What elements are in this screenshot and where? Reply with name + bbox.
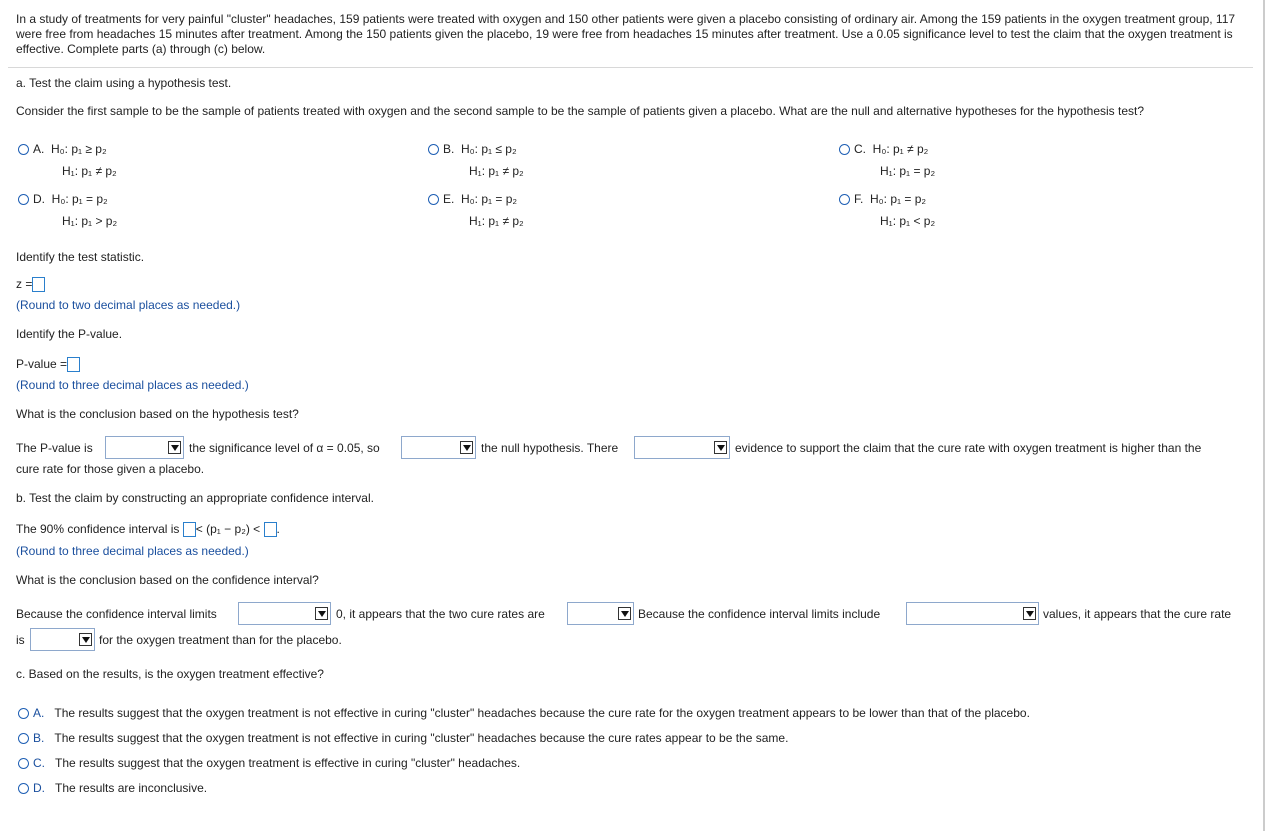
option-h1: H₁: p₁ ≠ p₂: [62, 164, 117, 178]
option-letter: C.: [854, 142, 866, 156]
chevron-down-icon: [460, 441, 473, 454]
option-h1: H₁: p₁ ≠ p₂: [469, 164, 524, 178]
p-value-input[interactable]: [67, 357, 80, 372]
radio-icon[interactable]: [18, 783, 29, 794]
ci-middle: < (p₁ − p₂) <: [195, 522, 261, 536]
ci-lower-input[interactable]: [183, 522, 196, 537]
radio-icon[interactable]: [18, 733, 29, 744]
problem-statement: In a study of treatments for very painful "cluster" headaches, 159 patients were treated with oxygen and 150 other patients were given a placebo consisting of ordinary air. Among the 159 patients in the oxygen treatment group, 117 were free from headaches 15 minutes after treatment. Among the 150 patients given the placebo, 19 were free from headaches 15 minutes after treatment. Use a 0.05 significance level to test the claim that the oxygen treatment is effective. Complete parts (a) through (c) below.: [16, 12, 1236, 56]
part-c-option-a[interactable]: [18, 703, 1030, 723]
chevron-down-icon: [714, 441, 727, 454]
option-h1: H₁: p₁ = p₂: [880, 164, 936, 178]
part-b-title: b. Test the claim by constructing an appropriate confidence interval.: [16, 491, 374, 505]
option-text: The results suggest that the oxygen treatment is not effective in curing "cluster" headaches because the cure rates appear to be the same.: [54, 731, 789, 745]
concl-text-1: The P-value is: [16, 441, 93, 455]
radio-icon[interactable]: [18, 144, 29, 155]
option-h0: H₀: p₁ ≤ p₂: [461, 142, 517, 156]
option-h1: H₁: p₁ < p₂: [880, 214, 936, 228]
option-letter: D.: [33, 192, 45, 206]
ci-label: The 90% confidence interval is: [16, 522, 180, 536]
radio-icon[interactable]: [428, 144, 439, 155]
option-f[interactable]: [839, 188, 935, 232]
option-letter: A.: [33, 706, 45, 720]
radio-icon[interactable]: [839, 194, 850, 205]
ci-text-6: for the oxygen treatment than for the placebo.: [99, 633, 342, 647]
chevron-down-icon: [79, 633, 92, 646]
part-c-title: c. Based on the results, is the oxygen treatment effective?: [16, 667, 324, 681]
option-d[interactable]: [18, 188, 117, 232]
p-round-note: (Round to three decimal places as needed.): [16, 378, 249, 392]
concl-text-3: the null hypothesis. There: [481, 441, 619, 455]
pvalue-compare-dropdown[interactable]: [105, 436, 184, 459]
option-h1: H₁: p₁ > p₂: [62, 214, 118, 228]
concl-text-5: cure rate for those given a placebo.: [16, 462, 205, 476]
chevron-down-icon: [315, 607, 328, 620]
option-h1: H₁: p₁ ≠ p₂: [469, 214, 524, 228]
concl-text-4: evidence to support the claim that the cure rate with oxygen treatment is higher than the: [735, 441, 1202, 455]
ci-round-note: (Round to three decimal places as needed.): [16, 544, 249, 558]
option-text: The results suggest that the oxygen treatment is effective in curing "cluster" headaches.: [55, 756, 521, 770]
option-b[interactable]: [428, 138, 524, 182]
null-decision-dropdown[interactable]: [401, 436, 476, 459]
part-c-option-b[interactable]: [18, 728, 788, 748]
z-input[interactable]: [32, 277, 45, 292]
radio-icon[interactable]: [18, 194, 29, 205]
cure-rates-dropdown[interactable]: [567, 602, 634, 625]
ci-row: The 90% confidence interval is < (p₁ − p₂) < .: [16, 522, 280, 536]
radio-icon[interactable]: [428, 194, 439, 205]
option-letter: B.: [443, 142, 455, 156]
option-h0: H₀: p₁ = p₂: [461, 192, 518, 206]
ci-text-3: Because the confidence interval limits include: [638, 607, 881, 621]
option-h0: H₀: p₁ ≠ p₂: [872, 142, 929, 156]
p-row: [16, 357, 80, 372]
identify-stat-label: Identify the test statistic.: [16, 250, 145, 264]
ci-limits-dropdown[interactable]: [238, 602, 331, 625]
option-e[interactable]: [428, 188, 524, 232]
limits-include-dropdown[interactable]: [906, 602, 1039, 625]
hypothesis-question: Consider the first sample to be the sample of patients treated with oxygen and the second sample to be the sample of patients given a placebo. What are the null and alternative hypotheses for the hypothesis test?: [16, 104, 1145, 118]
part-a-title: a. Test the claim using a hypothesis test.: [16, 76, 232, 90]
p-label: P-value =: [16, 357, 68, 371]
chevron-down-icon: [618, 607, 631, 620]
option-letter: B.: [33, 731, 45, 745]
evidence-dropdown[interactable]: [634, 436, 730, 459]
identify-p-label: Identify the P-value.: [16, 327, 123, 341]
ci-text-1: Because the confidence interval limits: [16, 607, 217, 621]
radio-icon[interactable]: [18, 758, 29, 769]
option-text: The results suggest that the oxygen treatment is not effective in curing "cluster" headaches because the cure rate for the oxygen treatment appears to be lower than that of the placebo.: [54, 706, 1030, 720]
cure-rate-compare-dropdown[interactable]: [30, 628, 95, 651]
z-label: z =: [16, 277, 33, 291]
chevron-down-icon: [168, 441, 181, 454]
option-text: The results are inconclusive.: [55, 781, 208, 795]
radio-icon[interactable]: [839, 144, 850, 155]
ci-conclusion-question: What is the conclusion based on the confidence interval?: [16, 573, 319, 587]
part-c-option-d[interactable]: [18, 778, 207, 798]
radio-icon[interactable]: [18, 708, 29, 719]
z-round-note: (Round to two decimal places as needed.): [16, 298, 241, 312]
z-row: [16, 277, 45, 292]
option-letter: A.: [33, 142, 45, 156]
part-c-option-c[interactable]: [18, 753, 520, 773]
option-letter: F.: [854, 192, 864, 206]
option-h0: H₀: p₁ ≥ p₂: [51, 142, 107, 156]
conclusion-question: What is the conclusion based on the hypothesis test?: [16, 407, 299, 421]
ci-text-4: values, it appears that the cure rate: [1043, 607, 1232, 621]
option-letter: C.: [33, 756, 45, 770]
concl-text-2: the significance level of α = 0.05, so: [189, 441, 380, 455]
option-c[interactable]: [839, 138, 935, 182]
option-h0: H₀: p₁ = p₂: [870, 192, 927, 206]
option-a[interactable]: [18, 138, 117, 182]
divider: [8, 67, 1253, 68]
ci-text-5: is: [16, 633, 25, 647]
ci-upper-input[interactable]: [264, 522, 277, 537]
chevron-down-icon: [1023, 607, 1036, 620]
option-h0: H₀: p₁ = p₂: [51, 192, 108, 206]
ci-text-2: 0, it appears that the two cure rates are: [336, 607, 545, 621]
option-letter: E.: [443, 192, 455, 206]
option-letter: D.: [33, 781, 45, 795]
